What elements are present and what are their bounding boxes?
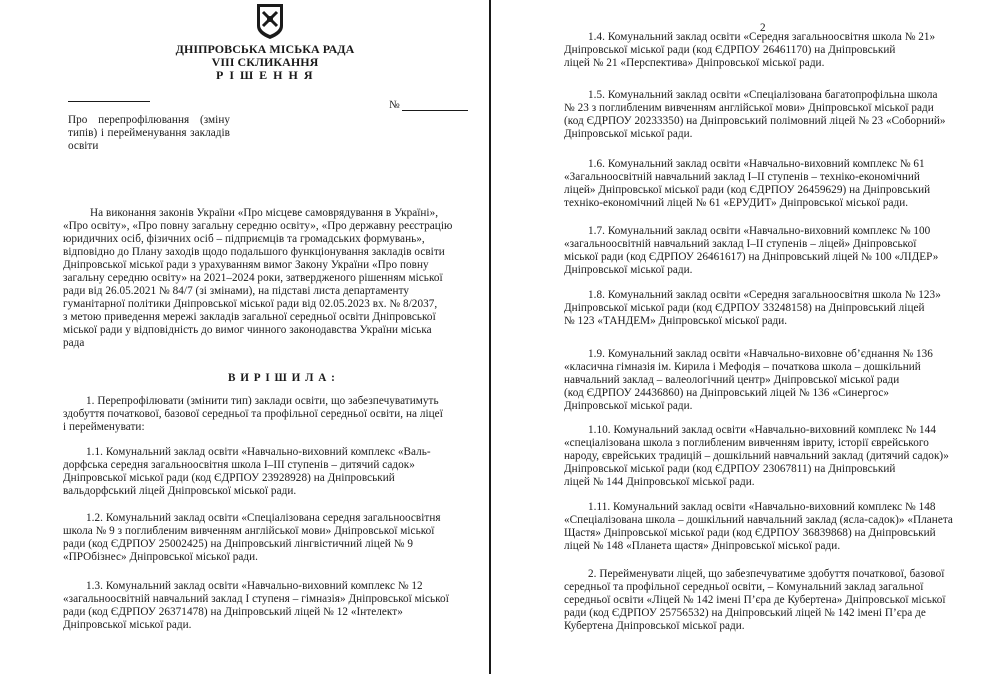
item-line: школа № 9 з поглибленим вивченням англійської мови» Дніпровської міської	[63, 525, 435, 537]
item-line: (код ЄДРПОУ 20233350) на Дніпровський полімовний ліцей № 23 «Соборний»	[564, 115, 946, 127]
item-line: 1.1. Комунальний заклад освіти «Навчально-виховний комплекс «Валь-	[86, 446, 431, 458]
page-number: 2	[760, 22, 766, 34]
item-line: техніко-економічний ліцей № 61 «ЕРУДИТ» Дніпровської міської ради.	[564, 197, 909, 209]
page-divider	[489, 0, 491, 674]
item-line: 1.11. Комунальний заклад освіти «Навчально-виховний комплекс № 148	[588, 501, 936, 513]
item-line: 1.8. Комунальний заклад освіти «Середня загальноосвітня школа № 123»	[588, 289, 941, 301]
item-line: ради (код ЄДРПОУ 25756532) на Дніпровський ліцей № 142 імені П’єра де	[564, 607, 926, 619]
item-line: «спеціалізована школа з поглибленим вивченням івриту, історії єврейського	[564, 437, 929, 449]
item-line: ради (код ЄДРПОУ 25002425) на Дніпровський лінгвістичний ліцей № 9	[63, 538, 413, 550]
item-line: 1. Перепрофілювати (змінити тип) заклади освіти, що забезпечуватимуть	[86, 395, 439, 407]
item-line: ліцей № 148 «Планета щастя» Дніпровської міської ради.	[564, 540, 841, 552]
date-line	[68, 101, 150, 102]
item-line: «загальноосвітній навчальний заклад І–ІІ ступенів – ліцей» Дніпровської	[564, 238, 917, 250]
item-line: 1.5. Комунальний заклад освіти «Спеціалізована багатопрофільна школа	[588, 89, 938, 101]
item-line: «загальноосвітній навчальний заклад І ступеня – гімназія» Дніпровської міської	[63, 593, 449, 605]
item-line: 1.7. Комунальний заклад освіти «Навчально-виховний комплекс № 100	[588, 225, 931, 237]
item-line: «Спеціалізована школа – дошкільний навчальний заклад (ясла-садок)» «Планета	[564, 514, 953, 526]
item-line: 2. Перейменувати ліцей, що забезпечуватиме здобуття початкової, базової	[588, 568, 945, 580]
item-line: Дніпровської міської ради.	[564, 264, 693, 276]
preamble-line: рада	[63, 337, 85, 349]
preamble-line: На виконання законів України «Про місцеве самоврядування в Україні»,	[90, 207, 439, 219]
left-page	[0, 0, 488, 674]
resolved-heading: В И Р І Ш И Л А :	[228, 372, 336, 384]
item-line: середньої та профільної середньої освіти, – Комунальний заклад загальної	[564, 581, 924, 593]
item-line: «класична гімназія ім. Кирила і Мефодія – початкова школа – дошкільний	[564, 361, 921, 373]
item-line: навчальний заклад – валеологічний центр» Дніпровської міської ради	[564, 374, 900, 386]
item-line: 1.2. Комунальний заклад освіти «Спеціалізована середня загальноосвітня	[86, 512, 441, 524]
right-page	[494, 0, 986, 674]
preamble-line: Дніпровської міської ради з урахуванням вимог Закону України «Про повну	[63, 259, 429, 271]
item-line: здобуття початкової, базової середньої та профільної середньої освіти, на ліцеї	[63, 408, 443, 420]
item-line: Дніпровської міської ради (код ЄДРПОУ 23928928) на Дніпровський	[63, 472, 395, 484]
preamble-line: «Про освіту», «Про повну загальну середню освіту», «Про державну реєстрацію	[63, 220, 453, 232]
item-line: Дніпровської міської ради (код ЄДРПОУ 33248158) на Дніпровський ліцей	[564, 302, 925, 314]
item-line: Щастя» Дніпровської міської ради (код ЄДРПОУ 36839868) на Дніпровський	[564, 527, 936, 539]
item-line: Дніпровської міської ради (код ЄДРПОУ 26461170) на Дніпровський	[564, 44, 896, 56]
item-line: Дніпровської міської ради.	[564, 400, 693, 412]
item-line: ради (код ЄДРПОУ 26371478) на Дніпровський ліцей № 12 «Інтелект»	[63, 606, 403, 618]
item-line: ліцей» Дніпровської міської ради (код ЄДРПОУ 26459629) на Дніпровський	[564, 184, 931, 196]
item-line: Дніпровської міської ради (код ЄДРПОУ 23067811) на Дніпровський	[564, 463, 896, 475]
item-line: Дніпровської міської ради.	[564, 128, 693, 140]
item-line: і перейменувати:	[63, 421, 145, 433]
item-line: № 123 «ТАНДЕМ» Дніпровської міської ради.	[564, 315, 788, 327]
item-line: середньої освіти «Ліцей № 142 імені П’єра де Кубертена» Дніпровської міської	[564, 594, 946, 606]
item-line: міської ради (код ЄДРПОУ 26461617) на Дніпровський ліцей № 100 «ЛІДЕР»	[564, 251, 939, 263]
item-line: «ПРОбізнес» Дніпровської міської ради.	[63, 551, 259, 563]
item-line: 1.4. Комунальний заклад освіти «Середня загальноосвітня школа № 21»	[588, 31, 936, 43]
item-line: Дніпровської міської ради.	[63, 619, 192, 631]
item-line: 1.6. Комунальний заклад освіти «Навчально-виховний комплекс № 61	[588, 158, 925, 170]
item-line: ліцей № 21 «Перспектива» Дніпровської міської ради.	[564, 57, 825, 69]
convocation: VIII СКЛИКАННЯ	[211, 55, 319, 69]
preamble-line: міської ради у відповідність до вимог чинного законодавства України міська	[63, 324, 432, 336]
item-line: вальдорфський ліцей Дніпровської міської ради.	[63, 485, 297, 497]
item-line: дорфська середня загальноосвітня школа І–ІІІ ступенів – дитячий садок»	[63, 459, 415, 471]
number-label: №	[389, 99, 400, 111]
item-line: (код ЄДРПОУ 24436860) на Дніпровський ліцей № 136 «Синергос»	[564, 387, 890, 399]
item-line: ліцей № 144 Дніпровської міської ради.	[564, 476, 755, 488]
item-line: 1.3. Комунальний заклад освіти «Навчально-виховний комплекс № 12	[86, 580, 423, 592]
preamble-line: гуманітарної політики Дніпровської міської ради від 02.05.2023 вх. № 8/2037,	[63, 298, 438, 310]
org-title: ДНІПРОВСЬКА МІСЬКА РАДА	[175, 42, 355, 56]
coat-of-arms-icon	[255, 2, 285, 40]
subject-line: освіти	[68, 140, 99, 152]
doc-type: Р І Ш Е Н Н Я	[215, 68, 314, 82]
subject-line: типів) і перейменування закладів	[68, 127, 230, 139]
item-line: 1.10. Комунальний заклад освіти «Навчально-виховний комплекс № 144	[588, 424, 936, 436]
number-line	[402, 110, 468, 111]
preamble-line: загальну середню освіту» на 2021–2024 роки, затвердженого рішенням міської	[63, 272, 443, 284]
item-line: Кубертена Дніпровської міської ради.	[564, 620, 745, 632]
item-line: 1.9. Комунальний заклад освіти «Навчально-виховне об’єднання № 136	[588, 348, 933, 360]
preamble-line: юридичних осіб, фізичних осіб – підприємців та громадських формувань»,	[63, 233, 425, 245]
subject-line: Про перепрофілювання (зміну	[68, 114, 230, 126]
preamble-line: ради від 26.05.2021 № 84/7 (зі змінами), на підставі листа департаменту	[63, 285, 410, 297]
item-line: «Загальноосвітній навчальний заклад І–ІІ ступенів – техніко-економічний	[564, 171, 920, 183]
item-line: № 23 з поглибленим вивченням англійської мови» Дніпровської міської ради	[564, 102, 934, 114]
preamble-line: з метою приведення мережі закладів загальної середньої освіти Дніпровської	[63, 311, 436, 323]
preamble-line: відповідно до Плану заходів щодо подальшого функціонування закладів освіти	[63, 246, 445, 258]
item-line: народу, єврейських традицій – дошкільний навчальний заклад (дитячий садок)»	[564, 450, 949, 462]
